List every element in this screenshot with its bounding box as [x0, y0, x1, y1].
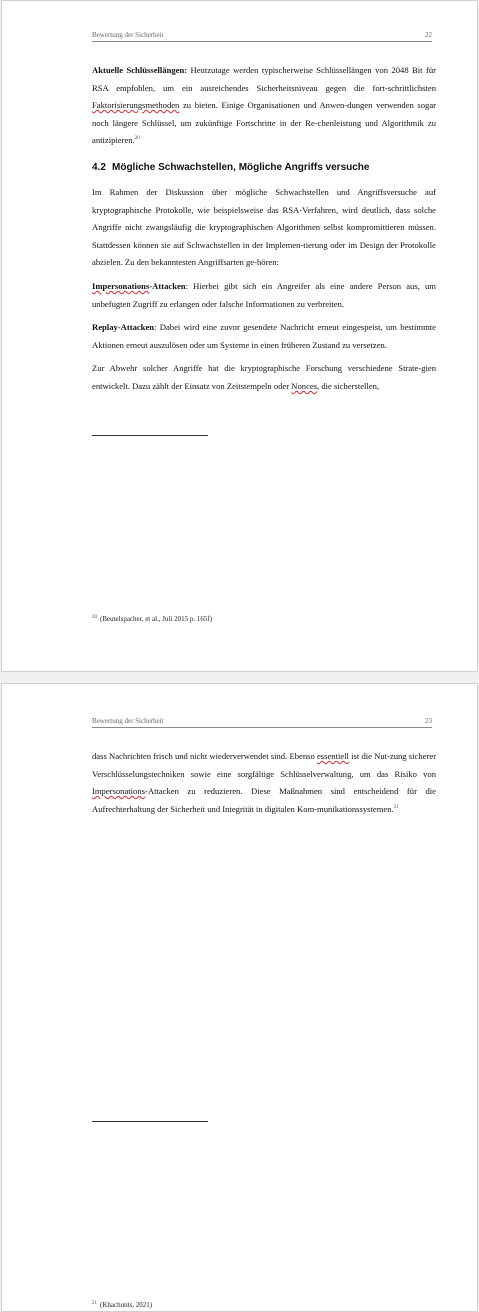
page-header: [92, 717, 432, 728]
footnote-number: 21: [92, 1300, 97, 1306]
paragraph-key-lengths: [92, 62, 436, 150]
paragraph-lead: -Attacken: [149, 280, 186, 291]
paragraph-defense: [92, 360, 436, 395]
page-body: [92, 62, 436, 402]
spellcheck-word[interactable]: Nonces: [291, 380, 318, 391]
paragraph-text: Zur Abwehr solcher Angriffe hat die kryptographische Forschung verschiedene Strate-gien entwickelt. Dazu zählt der Einsatz von Zeitstempeln oder: [92, 363, 436, 391]
spellcheck-word[interactable]: Impersonations: [92, 280, 150, 291]
header-page-number: 23: [425, 717, 432, 725]
paragraph-text: zu bieten. Einige Organisationen und Anwen-dungen verwenden sogar noch längere Schlüssel, um zukünftige Fortschritte in der Re-chenleistung und Algorithmik zu antizipieren.: [92, 100, 436, 146]
paragraph-text: , die sicherstellen,: [317, 380, 380, 391]
document-page-22: [1, 0, 478, 672]
spellcheck-word[interactable]: Impersonations: [92, 786, 145, 797]
paragraph-text: Heutzutage werden typischerweise Schlüssellängen von 2048 Bit für RSA empfohlen, um ein ausreichendes Sicherheitsniveau gegen die fort-schrittlichsten: [92, 65, 436, 93]
section-number: 4.2: [92, 161, 106, 173]
section-title: Mögliche Schwachstellen, Mögliche Angriffs versuche: [112, 161, 370, 173]
header-page-number: 22: [425, 31, 432, 39]
footnote-reference[interactable]: 20: [134, 136, 140, 142]
paragraph-text: -Attacken zu reduzieren. Diese Maßnahmen sind entscheidend für die Aufrechterhaltung der Sicherheit und Integrität in digitalen Kom-munikationssystemen.: [92, 786, 436, 814]
page-body: [92, 748, 436, 824]
footnote: [92, 615, 212, 623]
header-section-title: Bewertung der Sicherheit: [92, 31, 164, 39]
spellcheck-word[interactable]: essentiell: [316, 751, 349, 761]
paragraph-text: : Hierbei gibt sich ein Angreifer als eine andere Person aus, um unbefugten Zugriff zu erlangen oder falsche Informationen zu verbreiten.: [92, 280, 436, 309]
paragraph-vulnerabilities: Im Rahmen der Diskussion über mögliche Schwachstellen und Angriffsversuche auf kryptographische Protokolle, wie beispielsweise das RSA-Verfahren, wird deutlich, dass solche Angriffe nicht zwangsläufig die kryptographischen Algorithmen selbst kompromittieren müssen. Stattdessen können sie auf Schwachstellen in der Implemen-tierung oder im Design der Protokolle abzielen. Zu den bekanntesten Angriffsarten ge-hören:: [92, 186, 436, 268]
header-section-title: Bewertung der Sicherheit: [92, 717, 164, 725]
footnote-text: (Beutelspacher, et al., Juli 2015 p. 165f): [100, 615, 213, 623]
section-heading: [92, 161, 436, 175]
paragraph-lead: Aktuelle Schlüssellängen:: [92, 65, 188, 75]
spellcheck-word[interactable]: Faktorisierungsmethoden: [92, 100, 180, 111]
paragraph-replay: [92, 319, 436, 354]
page-header: [92, 31, 432, 42]
footnote-separator: [92, 1121, 208, 1122]
document-page-23: [1, 683, 478, 1312]
paragraph-impersonation: [92, 278, 436, 313]
paragraph-text: dass Nachrichten frisch und nicht wiederverwendet sind. Ebenso: [92, 751, 317, 761]
paragraph-text: : Dabei wird eine zuvor gesendete Nachricht erneut eingespeist, um bestimmte Aktionen erneut auszulösen oder um Systeme in einen früheren Zustand zu versetzen.: [92, 322, 436, 350]
footnote: [92, 1301, 152, 1309]
paragraph-continuation: [92, 748, 436, 818]
footnote-number: 20: [92, 614, 97, 620]
paragraph-text: ist die Nut-zung sicherer Verschlüsselungstechniken sowie eine sorgfältige Schlüsselverwaltung, um das Risiko von: [92, 751, 436, 779]
footnote-reference[interactable]: 21: [393, 804, 399, 810]
footnote-separator: [92, 435, 208, 436]
footnote-text: (Khachunts, 2021): [100, 1301, 153, 1309]
paragraph-lead: Replay-Attacken: [92, 322, 155, 333]
